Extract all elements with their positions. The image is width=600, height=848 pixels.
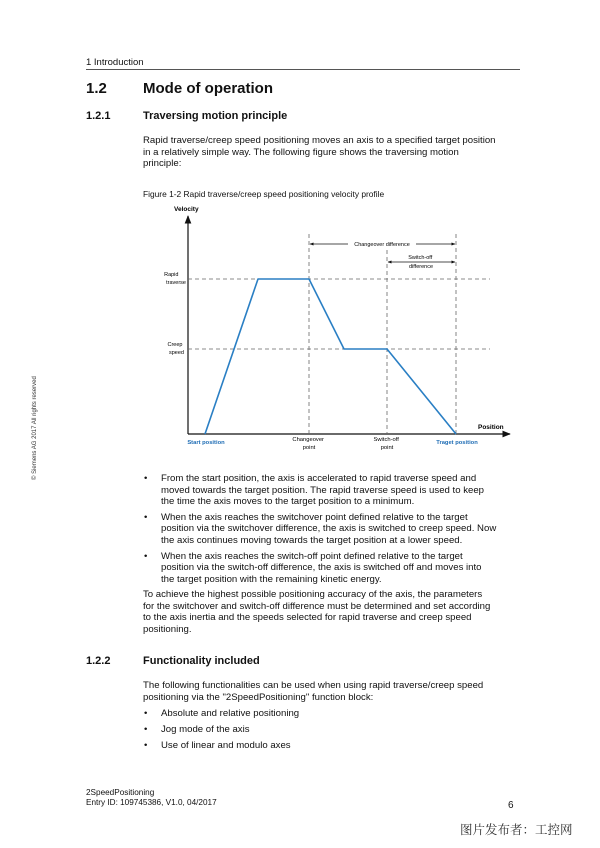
footer-entry: Entry ID: 109745386, V1.0, 04/2017 — [86, 798, 217, 808]
list-item: • When the axis reaches the switch-off point defined relative to the target position via the switch-off difference, the axis is switched off and moves into the target position with the remaining kinetic energy. — [143, 551, 523, 586]
closing-paragraph — [143, 589, 523, 635]
section-number: 1.2 — [86, 80, 107, 97]
text-line: to the axis inertia and the speeds selected for rapid traverse and creep speed — [143, 612, 472, 624]
velocity-profile-figure — [150, 200, 520, 455]
page-number: 6 — [508, 800, 514, 811]
reference-lines — [188, 234, 490, 434]
changeover-point-label: Changeover point — [292, 437, 324, 451]
creep-speed-label: Creep speed — [167, 342, 184, 356]
functionality-list — [143, 708, 523, 756]
x-axis-label: Position — [478, 424, 504, 431]
running-header: 1 Introduction — [86, 57, 144, 68]
text-line: To achieve the highest possible positioning accuracy of the axis, the parameters — [143, 589, 483, 600]
figure-caption: Figure 1-2 Rapid traverse/creep speed positioning velocity profile — [143, 189, 385, 199]
publisher-watermark: 图片发布者：工控网 — [460, 823, 573, 837]
rapid-traverse-label: Rapid traverse — [164, 272, 186, 286]
changeover-difference-label: Changeover difference — [354, 242, 410, 248]
subsection-title: Traversing motion principle — [143, 110, 288, 122]
copyright-note: © Siemens AG 2017 All rights reserved — [32, 376, 38, 480]
y-axis-label: Velocity — [174, 206, 199, 213]
target-position-label: Traget position — [436, 440, 478, 446]
list-item: • Use of linear and modulo axes — [143, 740, 523, 752]
footer-doc-name: 2SpeedPositioning — [86, 788, 155, 797]
velocity-curve — [205, 279, 456, 434]
list-item: • From the start position, the axis is accelerated to rapid traverse speed and moved towards the target position. The rapid traverse speed is used to keep the time the axis moves to the target position to a minimum. — [143, 473, 523, 508]
header-rule — [86, 69, 520, 70]
subsection-number: 1.2.2 — [86, 655, 111, 667]
section-title: Mode of operation — [143, 80, 273, 97]
list-item: • Jog mode of the axis — [143, 724, 523, 736]
text-line: The following functionalities can be used when using rapid traverse/creep speed — [143, 680, 484, 691]
subsection-title: Functionality included — [143, 655, 260, 667]
text-line: in a relatively simple way. The following figure shows the traversing motion — [143, 146, 459, 158]
start-position-label: Start position — [187, 440, 225, 446]
text-line: positioning via the "2SpeedPositioning" function block: — [143, 691, 374, 703]
switchoff-difference-label: Switch-off difference — [408, 255, 434, 270]
text-line: positioning. — [143, 623, 192, 635]
footer — [86, 788, 217, 808]
subsection-number: 1.2.1 — [86, 110, 111, 122]
functionality-intro — [143, 680, 523, 703]
list-item: • When the axis reaches the switchover point defined relative to the target position via the switchover difference, the axis is switched to creep speed. Now the axis continues moving towards the target position at a lower speed. — [143, 512, 523, 547]
bullet-list — [143, 473, 523, 589]
list-item: • Absolute and relative positioning — [143, 708, 523, 720]
intro-paragraph — [143, 135, 523, 170]
switchoff-point-label: Switch-off point — [373, 437, 399, 451]
text-line: principle: — [143, 158, 182, 170]
text-line: Rapid traverse/creep speed positioning moves an axis to a specified target position — [143, 135, 496, 146]
text-line: for the switchover and switch-off difference must be determined and set according — [143, 600, 491, 612]
